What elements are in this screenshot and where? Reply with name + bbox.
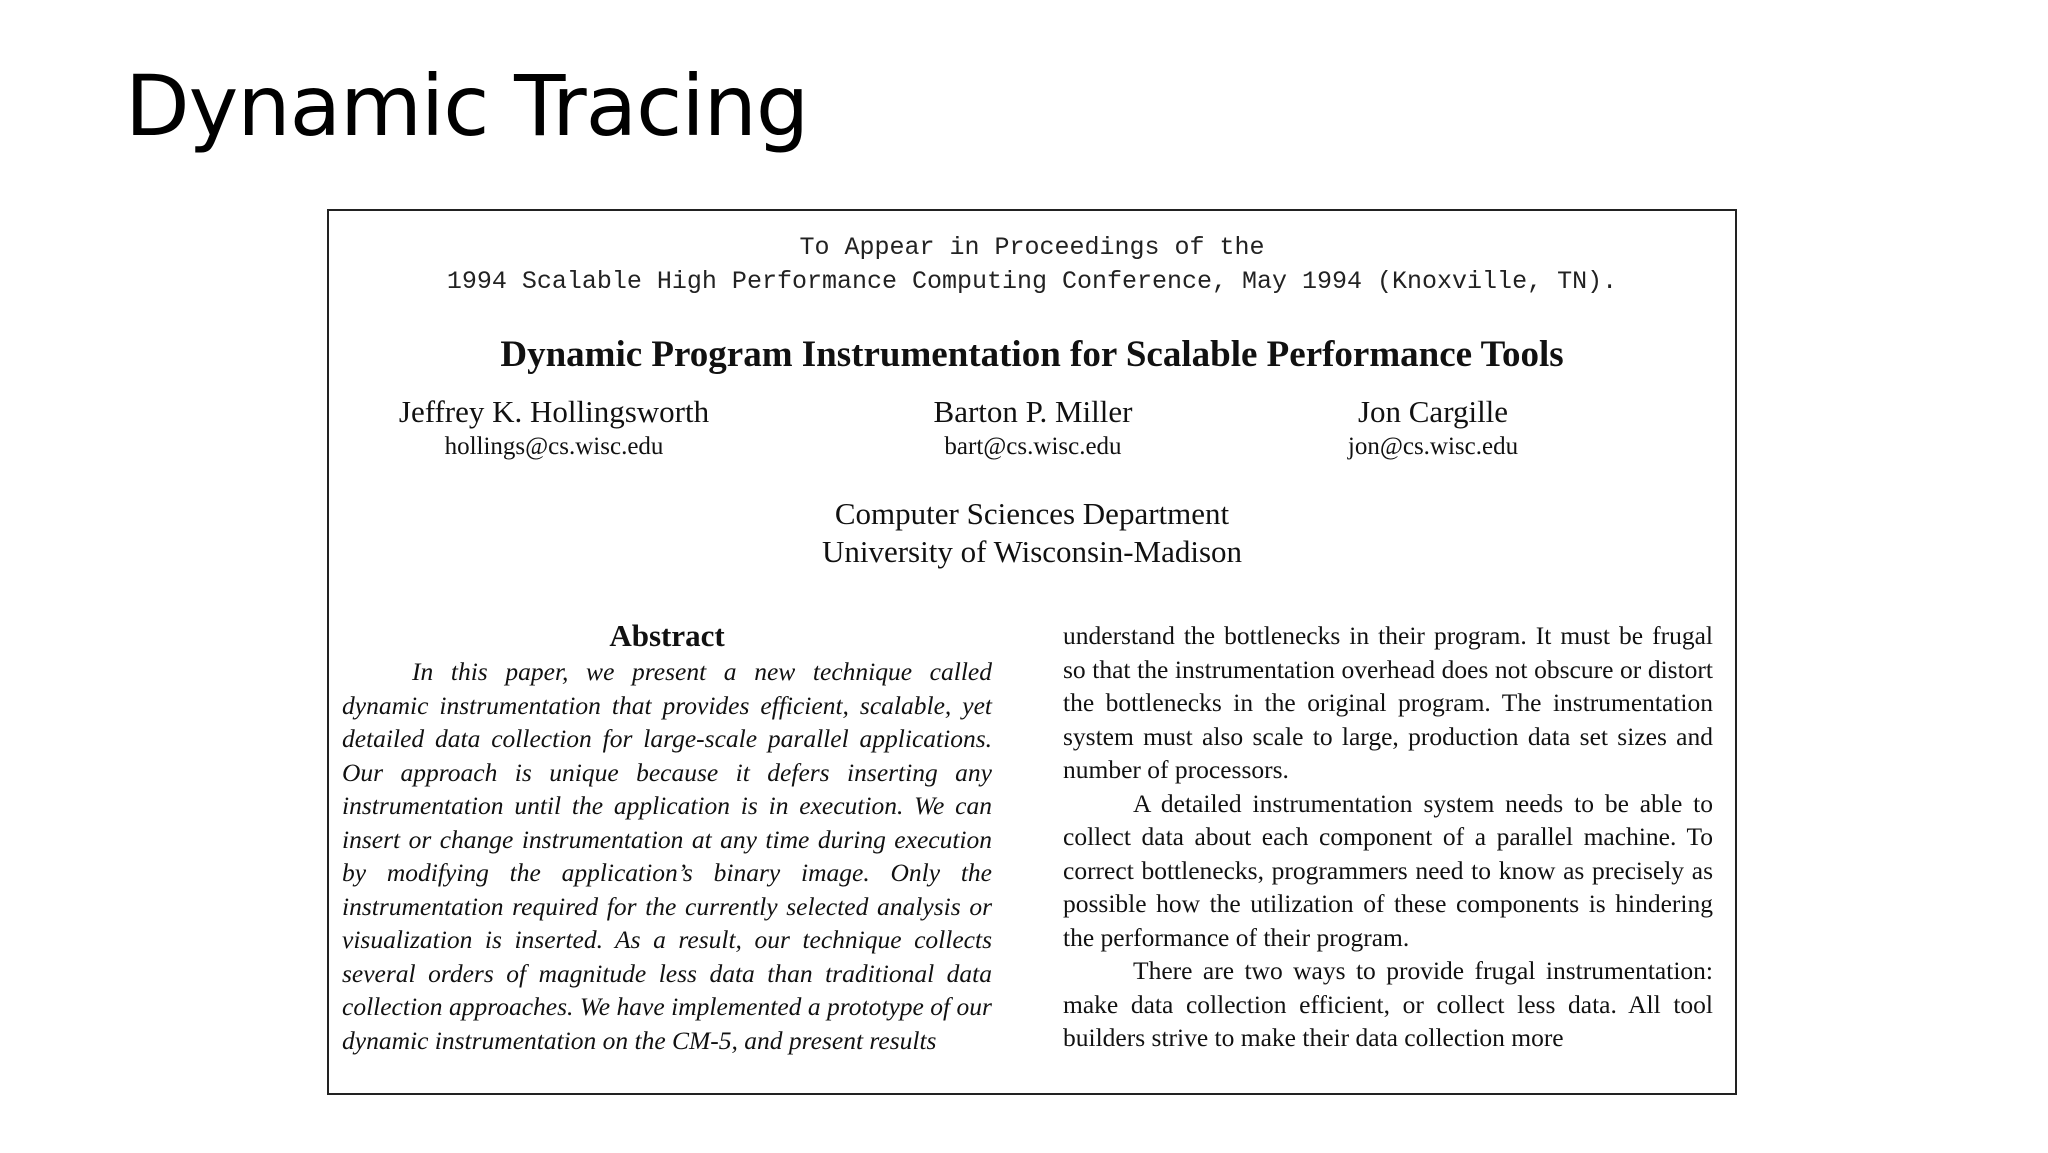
abstract-column (342, 619, 992, 1057)
author-email: hollings@cs.wisc.edu (444, 433, 664, 460)
abstract-heading: Abstract (609, 618, 725, 653)
body-column (1063, 619, 1713, 1055)
author-cargille (1213, 393, 1653, 463)
author-name: Jon Cargille (1357, 394, 1509, 429)
paper-title: Dynamic Program Instrumentation for Scalable Performance Tools (500, 334, 1564, 375)
slide-title: Dynamic Tracing (125, 57, 809, 155)
affiliation-university: University of Wisconsin-Madison (821, 534, 1243, 569)
abstract-text: In this paper, we present a new technique called dynamic instrumentation that provides efficient, scalable, yet detailed data collection for large-scale parallel applications. Our approach is unique because it defers inserting any instrumentation until the application is in execution. We can insert or change instrumentation at any time during execution by modifying the application’s binary image. Only the instrumentation required for the currently selected analysis or visualization is inserted. As a result, our technique collects several orders of magnitude less data than traditional data collection approaches. We have implemented a prototype of our dynamic instrumentation on the CM-5, and present results (342, 657, 992, 1055)
body-paragraph-1: understand the bottlenecks in their program. It must be frugal so that the instrumentation overhead does not obscure or distort the bottlenecks in the original program. The instrumentation system must also scale to large, production data set sizes and number of processors. (1063, 621, 1713, 784)
paper-venue (329, 231, 1735, 299)
body-paragraph-2: A detailed instrumentation system needs to be able to collect data about each component of a parallel machine. To correct bottlenecks, programmers need to know as precisely as possible how the utilization of these components is hindering the performance of their program. (1063, 788, 1713, 952)
affiliation-department: Computer Sciences Department (834, 496, 1230, 531)
venue-line-1: To Appear in Proceedings of the (799, 233, 1265, 262)
venue-line-2: 1994 Scalable High Performance Computing Conference, May 1994 (Knoxville, TN). (446, 267, 1618, 296)
author-miller (813, 393, 1253, 463)
body-paragraph-3: There are two ways to provide frugal instrumentation: make data collection efficient, or collect less data. All tool builders strive to make their data collection more (1063, 956, 1713, 1052)
author-email: bart@cs.wisc.edu (944, 433, 1122, 460)
author-name: Barton P. Miller (933, 394, 1133, 429)
author-hollingsworth (334, 393, 774, 463)
paper-excerpt-image (327, 209, 1737, 1095)
paper-affiliation (329, 495, 1735, 571)
author-email: jon@cs.wisc.edu (1347, 433, 1519, 460)
author-name: Jeffrey K. Hollingsworth (398, 394, 710, 429)
